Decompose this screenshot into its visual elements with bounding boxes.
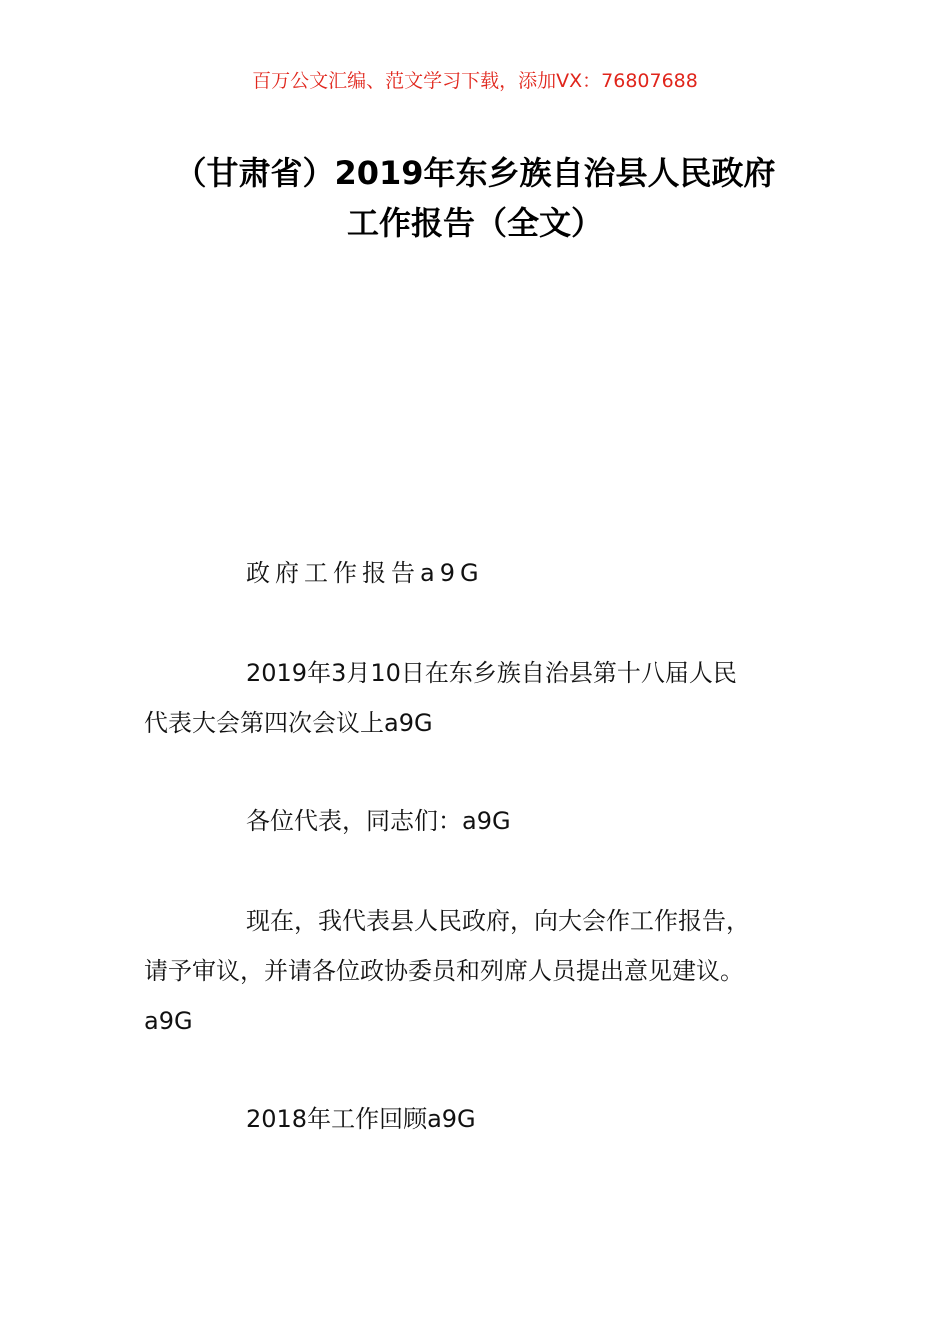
- introduction-line-3: a9G: [144, 1007, 193, 1035]
- document-title: [120, 148, 830, 248]
- paragraph-introduction: [144, 896, 814, 1046]
- header-note: 百万公文汇编、范文学习下载，添加VX：76807688: [252, 70, 698, 92]
- meeting-date-line-1: 2019年3月10日在东乡族自治县第十八届人民: [246, 659, 737, 687]
- paragraph-salutation: [144, 796, 814, 846]
- document-title-line-1: （甘肃省）2019年东乡族自治县人民政府: [174, 154, 776, 192]
- document-title-line-2: 工作报告（全文）: [346, 204, 603, 242]
- meeting-date-line-2: 代表大会第四次会议上a9G: [144, 709, 433, 737]
- paragraph-meeting-date: [144, 648, 814, 748]
- introduction-line-2: 请予审议，并请各位政协委员和列席人员提出意见建议。: [144, 957, 744, 985]
- section-heading-text: 2018年工作回顾a9G: [246, 1105, 476, 1133]
- paragraph-section-heading: [144, 1094, 814, 1144]
- report-heading-text: 政府工作报告a9G: [246, 559, 484, 587]
- paragraph-report-heading: [144, 548, 814, 598]
- introduction-line-1: 现在，我代表县人民政府，向大会作工作报告，: [246, 907, 750, 935]
- salutation-text: 各位代表，同志们：a9G: [246, 807, 511, 835]
